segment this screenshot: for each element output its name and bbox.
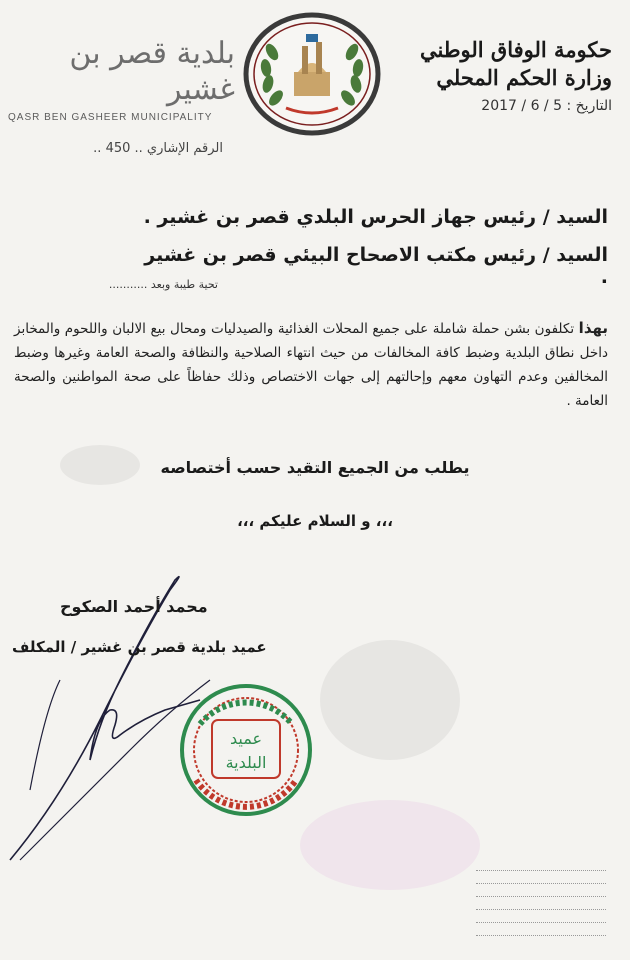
header-government	[412, 36, 612, 114]
addressee-2: السيد / رئيس مكتب الاصحاح البيئي قصر بن غشير .	[144, 244, 608, 288]
scan-smudge	[320, 640, 460, 760]
cc-list	[476, 858, 606, 936]
cc-line	[476, 923, 606, 936]
cc-line	[476, 897, 606, 910]
cc-line	[476, 858, 606, 871]
official-stamp	[176, 680, 316, 820]
stamp-line-1: عميد	[229, 729, 263, 748]
municipality-name-ar: بلدية قصر بن غشير	[69, 36, 235, 107]
stamp-line-2: البلدية	[225, 753, 267, 772]
request-line: يطلب من الجميع التقيد حسب أختصاصه	[160, 458, 470, 477]
reference-number: الرقم الإشاري .. 450 ..	[93, 141, 223, 156]
cc-line	[476, 884, 606, 897]
addressee-1: السيد / رئيس جهاز الحرس البلدي قصر بن غشير .	[143, 206, 608, 228]
closing-line: ،،، و السلام عليكم ،،،	[237, 512, 393, 530]
cc-line	[476, 910, 606, 923]
cc-line	[476, 871, 606, 884]
signatory-name: محمد أحمد الصكوح	[60, 597, 208, 616]
signatory-title: عميد بلدية قصر بن غشير / المكلف	[12, 638, 267, 656]
gov-line-1: حكومة الوفاق الوطني	[419, 37, 612, 62]
municipality-logo	[242, 12, 382, 136]
header-municipality	[0, 36, 235, 156]
body-text: تكلفون بشن حملة شاملة على جميع المحلات الغذائية والصيدليات ومحال بيع الالبان واللحوم والمخابز داخل نطاق البلدية وضبط كافة المخالفات من حيث انتهاء الصلاحية والنظافة والصحة العامة وغيرها وضبط المخالفين وعدم التهاون معهم وإحالتهم إلى جهات الاختصاص وذلك حفاظاً على صحة المواطنين والصحة العامة .	[14, 321, 608, 409]
body-lead-word: بهذا	[578, 319, 609, 337]
scan-smudge	[300, 800, 480, 890]
municipality-name-en: QASR BEN GASHEER MUNICIPALITY	[8, 112, 213, 123]
greeting: تحية طيبة وبعد ...........	[108, 278, 218, 291]
body-paragraph	[14, 316, 608, 413]
gov-line-2: وزارة الحكم المحلي	[436, 65, 612, 90]
letter-date: التاريخ : 5 / 6 / 2017	[481, 98, 612, 114]
